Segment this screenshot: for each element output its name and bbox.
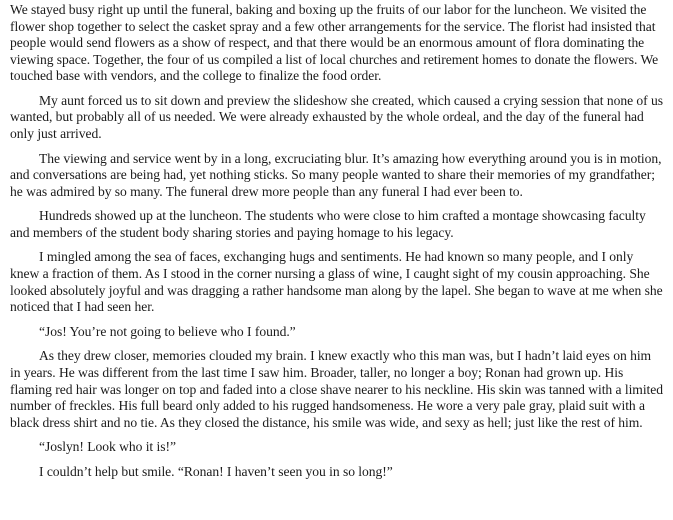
paragraph-luncheon: Hundreds showed up at the luncheon. The students who were close to him crafted a montage showcasing faculty and members of the student body sharing stories and paying homage to his legacy.: [10, 208, 646, 240]
paragraph-mingling: I mingled among the sea of faces, exchanging hugs and sentiments. He had known so many people, and I only knew a fraction of them. As I stood in the corner nursing a glass of wine, I caught sight of my cousin approaching. She looked absolutely joyful and was dragging a rather handsome man along by the lapel. She began to wave at me when she noticed that I had seen her.: [10, 249, 663, 315]
paragraph-dialogue-jos: “Jos! You’re not going to believe who I found.”: [39, 323, 296, 339]
paragraph-funeral-preparations: We stayed busy right up until the funeral, baking and boxing up the fruits of our labor for the luncheon. We visited the flower shop together to select the casket spray and a few other arrangements for the service. The florist had insisted that people would send flowers as a show of respect, and that there would be an enormous amount of flora dominating the viewing space. Together, the four of us compiled a list of local churches and retirement homes to donate the flowers. We touched base with vendors, and the college to finalize the food order.: [10, 2, 659, 84]
paragraph-slideshow: My aunt forced us to sit down and preview the slideshow she created, which caused a crying session that none of us wanted, but probably all of us needed. We were already exhausted by the whole ordeal, and the day of the funeral had only just arrived.: [10, 92, 663, 141]
paragraph-dialogue-joslyn: “Joslyn! Look who it is!”: [39, 439, 176, 455]
paragraph-viewing-service: The viewing and service went by in a long, excruciating blur. It’s amazing how everything around you is in motion, and conversations are being had, yet nothing sticks. So many people wanted to share their memories of my grandfather; he was admired by so many. The funeral drew more people than any funeral I had ever been to.: [10, 150, 662, 199]
paragraph-dialogue-ronan: I couldn’t help but smile. “Ronan! I haven’t seen you in so long!”: [39, 463, 393, 479]
paragraph-ronan-description: As they drew closer, memories clouded my brain. I knew exactly who this man was, but I hadn’t laid eyes on him in years. He was different from the last time I saw him. Broader, taller, no longer a boy; Ronan had grown up. His flaming red hair was longer on top and faded into a close shave nearer to his neckline. His skin was tanned with a limited number of freckles. His full beard only added to his rugged handsomeness. He wore a very pale gray, plaid suit with a black dress shirt and no tie. As they closed the distance, his smile was wide, and sexy as hell; just like the rest of him.: [10, 348, 664, 430]
